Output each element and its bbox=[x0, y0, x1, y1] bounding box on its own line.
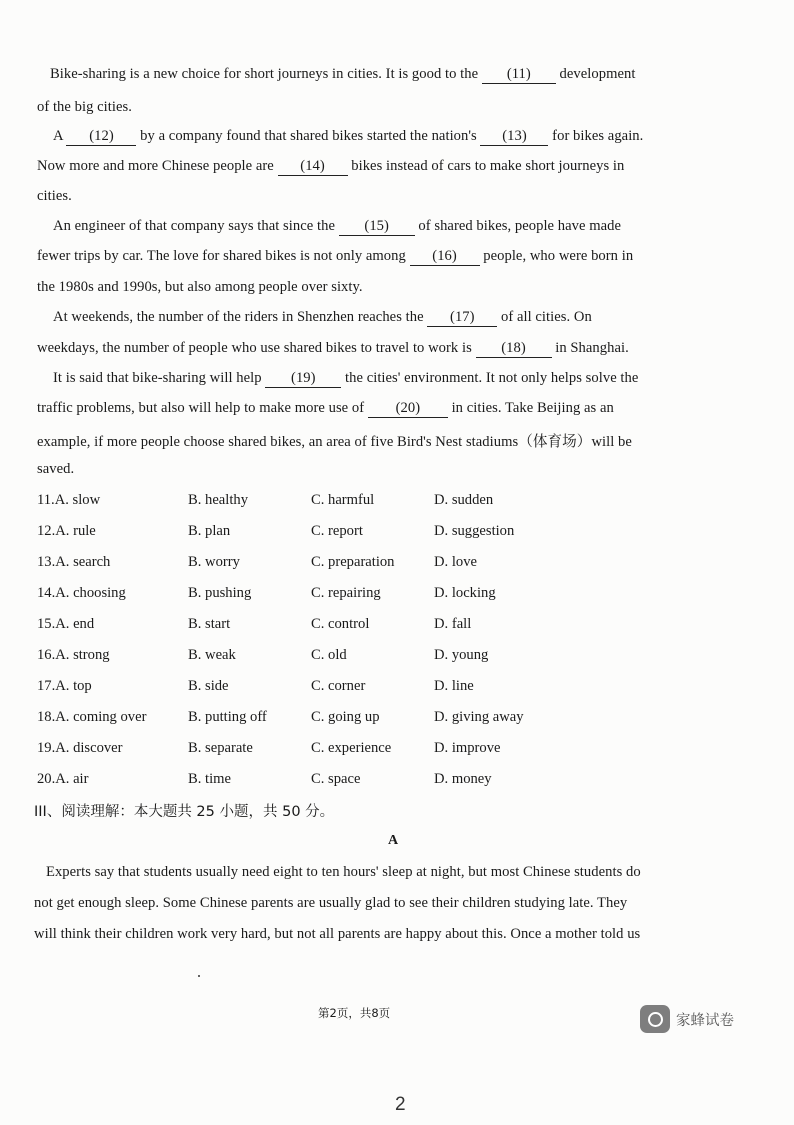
option-row bbox=[0, 554, 794, 576]
passage-line bbox=[37, 461, 74, 478]
passage-line bbox=[37, 430, 632, 451]
passage-line bbox=[37, 340, 629, 358]
option-a: 16.A. strong bbox=[37, 647, 110, 663]
option-d: D. love bbox=[434, 554, 477, 570]
passage-text: bikes instead of cars to make short journeys in bbox=[347, 158, 625, 174]
section-title: III、阅读理解：本大题共 25 小题，共 50 分。 bbox=[34, 804, 335, 820]
page-number: 2 bbox=[395, 1094, 406, 1115]
option-a: 12.A. rule bbox=[37, 523, 96, 539]
passage-text: in cities. Take Beijing as an bbox=[447, 400, 614, 416]
reading-line bbox=[46, 864, 641, 881]
passage-text: in Shanghai. bbox=[551, 340, 629, 356]
option-b: B. healthy bbox=[188, 492, 248, 508]
option-b: B. plan bbox=[188, 523, 231, 539]
option-c: C. repairing bbox=[311, 585, 381, 601]
option-b: B. worry bbox=[188, 554, 240, 570]
passage-text: Bike-sharing is a new choice for short journeys in cities. It is good to the bbox=[50, 66, 482, 82]
option-b: B. side bbox=[188, 678, 229, 694]
passage-text: weekdays, the number of people who use shared bikes to travel to work is bbox=[37, 340, 476, 356]
option-c: C. report bbox=[311, 523, 363, 539]
reading-line bbox=[34, 895, 627, 912]
page-footer: 第2页，共8页 bbox=[318, 1006, 391, 1020]
passage-text: of shared bikes, people have made bbox=[414, 218, 622, 234]
watermark-logo bbox=[640, 1005, 734, 1033]
option-row bbox=[0, 678, 794, 700]
option-row bbox=[0, 492, 794, 514]
option-c: C. harmful bbox=[311, 492, 375, 508]
passage-line bbox=[37, 188, 72, 205]
watermark-text: 家蜂试卷 bbox=[676, 1012, 734, 1029]
reading-text: not get enough sleep. Some Chinese parents are usually glad to see their children studying late. They bbox=[34, 895, 628, 911]
blank-15: (15) bbox=[339, 219, 415, 236]
reading-text: will think their children work very hard, but not all parents are happy about this. Once a mother told us bbox=[34, 926, 641, 942]
option-a: 13.A. search bbox=[37, 554, 111, 570]
option-row bbox=[0, 740, 794, 762]
passage-text: the 1980s and 1990s, but also among people over sixty. bbox=[37, 279, 363, 295]
passage-line bbox=[53, 128, 643, 146]
option-row bbox=[0, 585, 794, 607]
option-row bbox=[0, 709, 794, 731]
passage-text: traffic problems, but also will help to make more use of bbox=[37, 400, 368, 416]
scan-speck bbox=[198, 975, 200, 977]
option-c: C. control bbox=[311, 616, 370, 632]
passage-text: At weekends, the number of the riders in Shenzhen reaches the bbox=[53, 309, 428, 325]
passage-line bbox=[37, 248, 633, 266]
option-b: B. pushing bbox=[188, 585, 252, 601]
passage-line bbox=[37, 279, 363, 296]
passage-line bbox=[37, 400, 614, 418]
passage-text: by a company found that shared bikes started the nation's bbox=[136, 128, 481, 144]
passage-text: for bikes again. bbox=[548, 128, 644, 144]
option-d: D. improve bbox=[434, 740, 501, 756]
option-d: D. giving away bbox=[434, 709, 524, 725]
passage-line bbox=[53, 370, 638, 388]
option-d: D. suggestion bbox=[434, 523, 515, 539]
option-row bbox=[0, 616, 794, 638]
option-d: D. sudden bbox=[434, 492, 494, 508]
passage-text: people, who were born in bbox=[479, 248, 634, 264]
option-c: C. old bbox=[311, 647, 347, 663]
blank-19: (19) bbox=[265, 371, 341, 388]
option-row bbox=[0, 771, 794, 793]
passage-line bbox=[53, 218, 621, 236]
option-row bbox=[0, 647, 794, 669]
passage-text: development bbox=[555, 66, 636, 82]
option-b: B. weak bbox=[188, 647, 236, 663]
option-c: C. preparation bbox=[311, 554, 395, 570]
passage-line bbox=[53, 309, 592, 327]
passage-text: saved. bbox=[37, 461, 75, 477]
option-b: B. time bbox=[188, 771, 231, 787]
option-b: B. separate bbox=[188, 740, 253, 756]
passage-line bbox=[50, 66, 635, 84]
option-a: 11.A. slow bbox=[37, 492, 101, 508]
option-a: 15.A. end bbox=[37, 616, 95, 632]
passage-text: of the big cities. bbox=[37, 99, 132, 115]
passage-line bbox=[37, 99, 132, 116]
option-b: B. putting off bbox=[188, 709, 267, 725]
passage-text: cities. bbox=[37, 188, 72, 204]
blank-14: (14) bbox=[278, 159, 348, 176]
passage-text: of all cities. On bbox=[497, 309, 592, 325]
passage-text: An engineer of that company says that since the bbox=[53, 218, 339, 234]
passage-text: Now more and more Chinese people are bbox=[37, 158, 278, 174]
reading-text: Experts say that students usually need eight to ten hours' sleep at night, but most Chinese students do bbox=[46, 864, 641, 880]
blank-12: (12) bbox=[66, 129, 136, 146]
passage-line bbox=[37, 158, 624, 176]
option-c: C. going up bbox=[311, 709, 380, 725]
passage-text: example, if more people choose shared bikes, an area of five Bird's Nest stadiums（体育场）will be bbox=[37, 434, 632, 450]
option-d: D. line bbox=[434, 678, 474, 694]
option-a: 17.A. top bbox=[37, 678, 92, 694]
option-c: C. corner bbox=[311, 678, 366, 694]
option-c: C. experience bbox=[311, 740, 392, 756]
passage-text: fewer trips by car. The love for shared bikes is not only among bbox=[37, 248, 410, 264]
logo-icon bbox=[640, 1005, 670, 1033]
passage-text: the cities' environment. It not only helps solve the bbox=[341, 370, 639, 386]
option-a: 20.A. air bbox=[37, 771, 89, 787]
option-d: D. fall bbox=[434, 616, 472, 632]
blank-18: (18) bbox=[476, 341, 552, 358]
blank-20: (20) bbox=[368, 401, 448, 418]
option-b: B. start bbox=[188, 616, 231, 632]
option-d: D. money bbox=[434, 771, 492, 787]
blank-16: (16) bbox=[410, 249, 480, 266]
reading-line bbox=[34, 926, 640, 943]
blank-13: (13) bbox=[480, 129, 548, 146]
option-c: C. space bbox=[311, 771, 361, 787]
passage-text: It is said that bike-sharing will help bbox=[53, 370, 266, 386]
option-a: 18.A. coming over bbox=[37, 709, 147, 725]
reading-heading: A bbox=[388, 833, 399, 848]
blank-17: (17) bbox=[427, 310, 497, 327]
option-a: 19.A. discover bbox=[37, 740, 123, 756]
passage-text: A bbox=[53, 128, 67, 144]
option-row bbox=[0, 523, 794, 545]
option-d: D. locking bbox=[434, 585, 496, 601]
option-d: D. young bbox=[434, 647, 489, 663]
blank-11: (11) bbox=[482, 67, 556, 84]
option-a: 14.A. choosing bbox=[37, 585, 126, 601]
